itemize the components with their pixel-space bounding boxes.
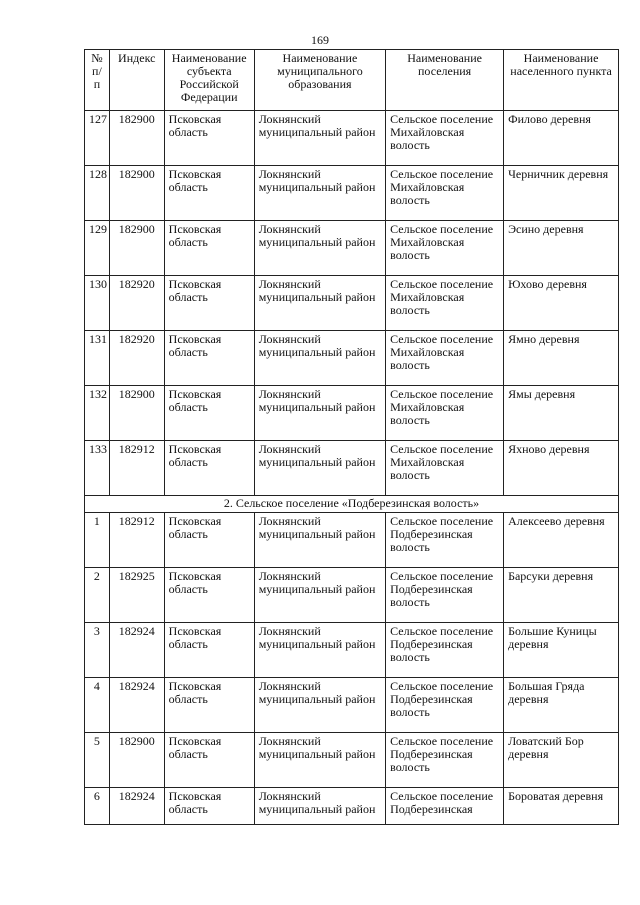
cell-locality: Яхново деревня	[504, 441, 619, 496]
table-row	[85, 513, 619, 568]
cell-index: 182912	[109, 441, 164, 496]
cell-number: 129	[85, 221, 110, 276]
cell-number: 132	[85, 386, 110, 441]
cell-number: 3	[85, 623, 110, 678]
header-row	[85, 50, 619, 111]
cell-index: 182924	[109, 678, 164, 733]
cell-settlement: Сельское поселение Подберезинская волость	[386, 733, 504, 788]
cell-locality: Черничник деревня	[504, 166, 619, 221]
header-number: № п/п	[85, 50, 110, 111]
cell-subject: Псковская область	[164, 733, 254, 788]
cell-municipality: Локнянский муниципальный район	[254, 623, 385, 678]
cell-settlement: Сельское поселение Подберезинская волость	[386, 678, 504, 733]
header-locality: Наименование населенного пункта	[504, 50, 619, 111]
cell-subject: Псковская область	[164, 623, 254, 678]
table-row	[85, 331, 619, 386]
cell-number: 128	[85, 166, 110, 221]
cell-index: 182920	[109, 331, 164, 386]
cell-subject: Псковская область	[164, 568, 254, 623]
cell-subject: Псковская область	[164, 331, 254, 386]
cell-locality: Филово деревня	[504, 111, 619, 166]
cell-locality: Ямно деревня	[504, 331, 619, 386]
cell-municipality: Локнянский муниципальный район	[254, 441, 385, 496]
section-title: 2. Сельское поселение «Подберезинская волость»	[85, 496, 619, 513]
cell-index: 182900	[109, 733, 164, 788]
cell-subject: Псковская область	[164, 788, 254, 825]
cell-municipality: Локнянский муниципальный район	[254, 678, 385, 733]
cell-settlement: Сельское поселение Михайловская волость	[386, 441, 504, 496]
cell-number: 131	[85, 331, 110, 386]
header-index: Индекс	[109, 50, 164, 111]
cell-index: 182925	[109, 568, 164, 623]
cell-settlement: Сельское поселение Подберезинская волость	[386, 568, 504, 623]
section-row	[85, 496, 619, 513]
table-row	[85, 111, 619, 166]
page-number: 169	[311, 33, 329, 47]
cell-subject: Псковская область	[164, 166, 254, 221]
cell-subject: Псковская область	[164, 276, 254, 331]
table-header	[85, 50, 619, 111]
cell-settlement: Сельское поселение Михайловская волость	[386, 276, 504, 331]
cell-municipality: Локнянский муниципальный район	[254, 276, 385, 331]
table-row	[85, 441, 619, 496]
cell-index: 182900	[109, 111, 164, 166]
cell-subject: Псковская область	[164, 111, 254, 166]
cell-subject: Псковская область	[164, 678, 254, 733]
cell-index: 182924	[109, 623, 164, 678]
table-row	[85, 568, 619, 623]
header-settlement: Наименование поселения	[386, 50, 504, 111]
table-row	[85, 386, 619, 441]
cell-locality: Алексеево деревня	[504, 513, 619, 568]
cell-municipality: Локнянский муниципальный район	[254, 733, 385, 788]
table-row	[85, 623, 619, 678]
cell-settlement: Сельское поселение Подберезинская	[386, 788, 504, 825]
table-row	[85, 166, 619, 221]
cell-number: 130	[85, 276, 110, 331]
cell-settlement: Сельское поселение Михайловская волость	[386, 111, 504, 166]
cell-municipality: Локнянский муниципальный район	[254, 221, 385, 276]
header-municipality: Наименование муниципального образования	[254, 50, 385, 111]
cell-index: 182900	[109, 386, 164, 441]
table-row	[85, 733, 619, 788]
cell-municipality: Локнянский муниципальный район	[254, 166, 385, 221]
table-row	[85, 276, 619, 331]
cell-municipality: Локнянский муниципальный район	[254, 386, 385, 441]
table-body	[85, 111, 619, 825]
cell-settlement: Сельское поселение Михайловская волость	[386, 331, 504, 386]
cell-index: 182912	[109, 513, 164, 568]
table-row	[85, 221, 619, 276]
cell-municipality: Локнянский муниципальный район	[254, 111, 385, 166]
cell-locality: Эсино деревня	[504, 221, 619, 276]
cell-subject: Псковская область	[164, 441, 254, 496]
cell-locality: Барсуки деревня	[504, 568, 619, 623]
cell-number: 127	[85, 111, 110, 166]
cell-index: 182924	[109, 788, 164, 825]
cell-municipality: Локнянский муниципальный район	[254, 513, 385, 568]
cell-locality: Бороватая деревня	[504, 788, 619, 825]
settlements-table	[84, 49, 619, 825]
cell-locality: Ямы деревня	[504, 386, 619, 441]
cell-number: 2	[85, 568, 110, 623]
cell-number: 4	[85, 678, 110, 733]
cell-number: 133	[85, 441, 110, 496]
cell-number: 5	[85, 733, 110, 788]
cell-index: 182900	[109, 166, 164, 221]
cell-locality: Ловатский Бор деревня	[504, 733, 619, 788]
cell-locality: Большая Гряда деревня	[504, 678, 619, 733]
cell-number: 1	[85, 513, 110, 568]
cell-settlement: Сельское поселение Михайловская волость	[386, 386, 504, 441]
cell-subject: Псковская область	[164, 513, 254, 568]
table-row	[85, 678, 619, 733]
cell-number: 6	[85, 788, 110, 825]
table-row	[85, 788, 619, 825]
cell-index: 182900	[109, 221, 164, 276]
cell-index: 182920	[109, 276, 164, 331]
cell-municipality: Локнянский муниципальный район	[254, 568, 385, 623]
cell-settlement: Сельское поселение Подберезинская волость	[386, 623, 504, 678]
cell-locality: Большие Куницы деревня	[504, 623, 619, 678]
cell-subject: Псковская область	[164, 386, 254, 441]
cell-municipality: Локнянский муниципальный район	[254, 331, 385, 386]
cell-settlement: Сельское поселение Михайловская волость	[386, 221, 504, 276]
header-subject: Наименование субъекта Российской Федерации	[164, 50, 254, 111]
cell-settlement: Сельское поселение Михайловская волость	[386, 166, 504, 221]
cell-settlement: Сельское поселение Подберезинская волость	[386, 513, 504, 568]
cell-subject: Псковская область	[164, 221, 254, 276]
cell-locality: Юхово деревня	[504, 276, 619, 331]
cell-municipality: Локнянский муниципальный район	[254, 788, 385, 825]
